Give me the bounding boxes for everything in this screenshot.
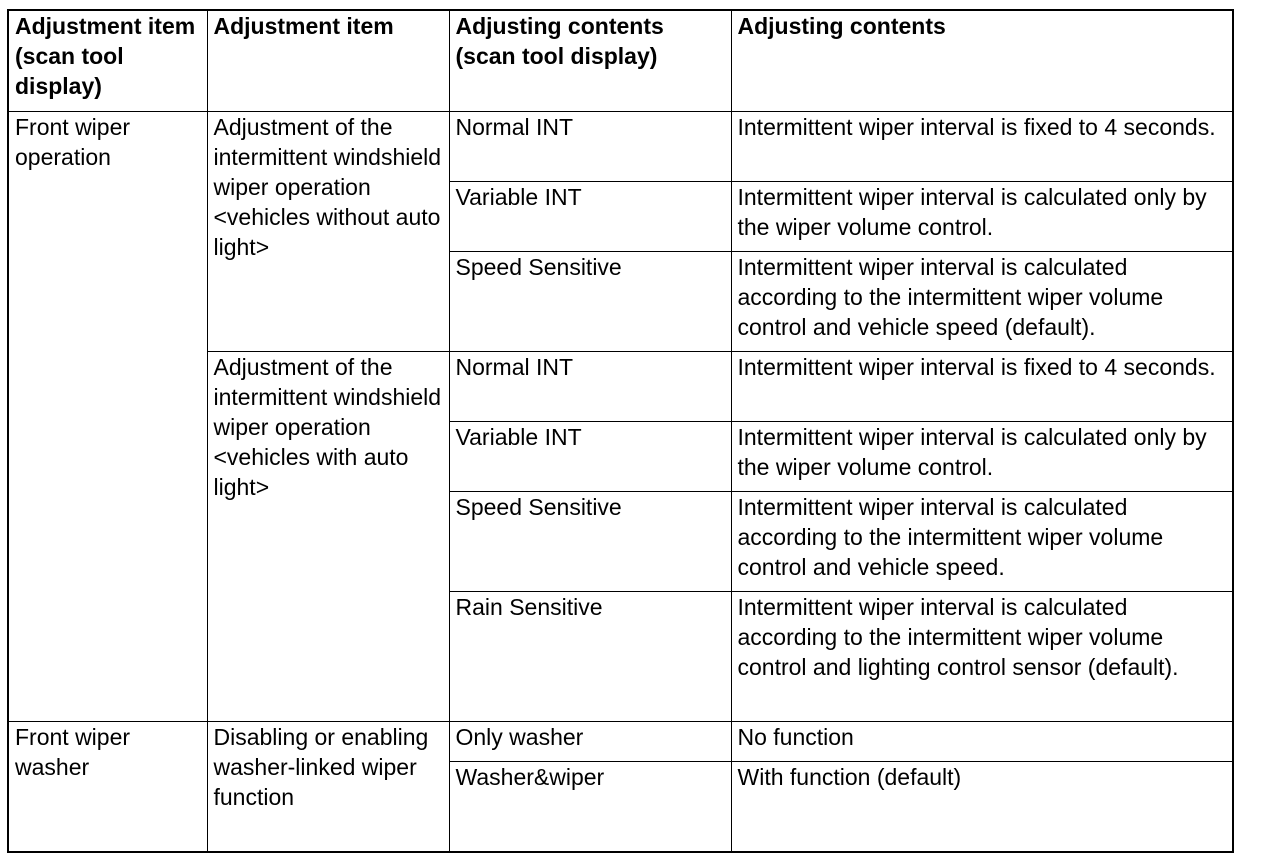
option-display-cell: Variable INT [449, 181, 731, 251]
header-contents-scan-tool: Adjusting contents (scan tool display) [449, 10, 731, 111]
header-item: Adjustment item [207, 10, 449, 111]
item-cell: Disabling or enabling washer-linked wiper function [207, 721, 449, 852]
item-display-cell: Front wiper washer [8, 721, 207, 852]
option-content-cell: Intermittent wiper interval is fixed to 4 seconds. [731, 351, 1233, 421]
item-cell: Adjustment of the intermittent windshield wiper operation <vehicles with auto light> [207, 351, 449, 721]
table-header-row [8, 10, 1233, 111]
table-row [8, 721, 1233, 761]
option-display-cell: Speed Sensitive [449, 491, 731, 591]
option-content-cell: Intermittent wiper interval is calculated according to the intermittent wiper volume control and vehicle speed (default). [731, 251, 1233, 351]
option-display-cell: Only washer [449, 721, 731, 761]
option-display-cell: Speed Sensitive [449, 251, 731, 351]
option-display-cell: Washer&wiper [449, 761, 731, 852]
item-cell: Adjustment of the intermittent windshield wiper operation <vehicles without auto light> [207, 111, 449, 351]
header-contents: Adjusting contents [731, 10, 1233, 111]
item-display-cell: Front wiper operation [8, 111, 207, 721]
option-content-cell: Intermittent wiper interval is calculated according to the intermittent wiper volume control and vehicle speed. [731, 491, 1233, 591]
adjustment-table [7, 9, 1234, 853]
option-content-cell: Intermittent wiper interval is fixed to 4 seconds. [731, 111, 1233, 181]
option-display-cell: Normal INT [449, 111, 731, 181]
option-display-cell: Variable INT [449, 421, 731, 491]
option-content-cell: Intermittent wiper interval is calculated according to the intermittent wiper volume control and lighting control sensor (default). [731, 591, 1233, 721]
option-content-cell: Intermittent wiper interval is calculated only by the wiper volume control. [731, 421, 1233, 491]
header-item-scan-tool: Adjustment item (scan tool display) [8, 10, 207, 111]
option-content-cell: Intermittent wiper interval is calculated only by the wiper volume control. [731, 181, 1233, 251]
table-row [8, 111, 1233, 181]
option-content-cell: No function [731, 721, 1233, 761]
option-content-cell: With function (default) [731, 761, 1233, 852]
option-display-cell: Normal INT [449, 351, 731, 421]
option-display-cell: Rain Sensitive [449, 591, 731, 721]
